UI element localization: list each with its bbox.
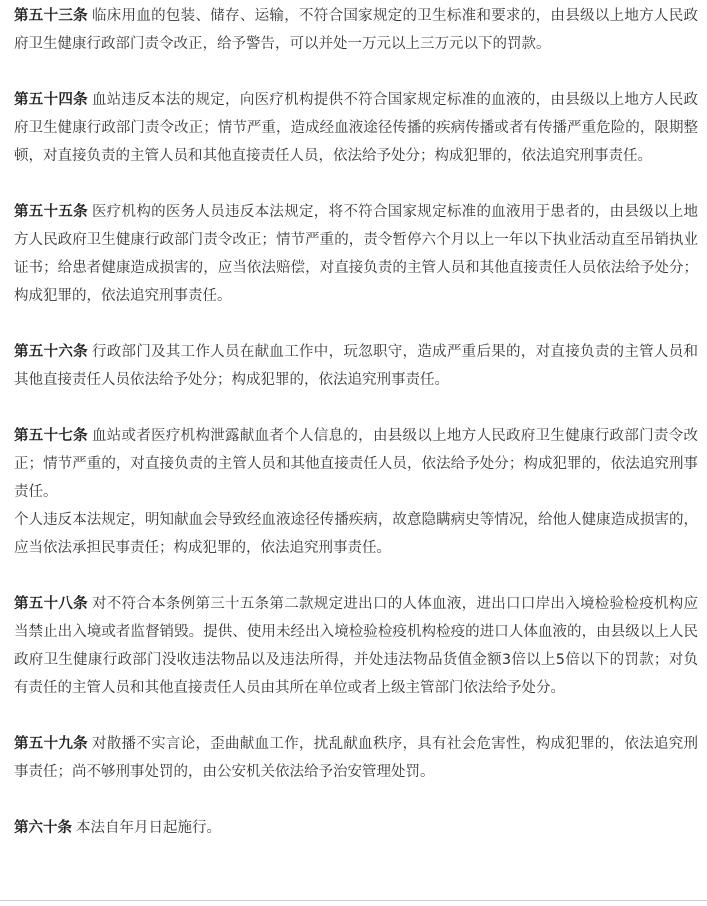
article-text: 行政部门及其工作人员在献血工作中，玩忽职守，造成严重后果的，对直接负责的主管人员和其他直接责任人员依法给予处分；构成犯罪的，依法追究刑事责任。 bbox=[14, 344, 699, 388]
article-number: 第六十条 bbox=[14, 820, 72, 836]
article-number: 第五十九条 bbox=[14, 736, 88, 752]
article-58 bbox=[14, 590, 698, 702]
article-55 bbox=[14, 198, 698, 310]
article-text: 血站违反本法的规定，向医疗机构提供不符合国家规定标准的血液的，由县级以上地方人民政府卫生健康行政部门责令改正；情节严重，造成经血液途径传播的疾病传播或者有传播严重危险的，限期整顿，对直接负责的主管人员和其他直接责任人员，依法给予处分；构成犯罪的，依法追究刑事责任。 bbox=[14, 92, 699, 164]
paragraph-gap bbox=[14, 702, 698, 730]
article-56 bbox=[14, 338, 698, 394]
article-number: 第五十七条 bbox=[14, 428, 88, 444]
article-text: 临床用血的包装、储存、运输，不符合国家规定的卫生标准和要求的，由县级以上地方人民政府卫生健康行政部门责令改正，给予警告，可以并处一万元以上三万元以下的罚款。 bbox=[14, 8, 699, 52]
article-number: 第五十六条 bbox=[14, 344, 88, 360]
paragraph-gap bbox=[14, 394, 698, 422]
article-59 bbox=[14, 730, 698, 786]
paragraph-gap bbox=[14, 786, 698, 814]
article-number: 第五十四条 bbox=[14, 92, 88, 108]
article-text: 对散播不实言论，歪曲献血工作，扰乱献血秩序，具有社会危害性，构成犯罪的，依法追究刑事责任；尚不够刑事处罚的，由公安机关依法给予治安管理处罚。 bbox=[14, 736, 699, 780]
law-document bbox=[14, 0, 698, 842]
article-53 bbox=[14, 2, 698, 58]
article-text: 对不符合本条例第三十五条第二款规定进出口的人体血液，进出口口岸出入境检验检疫机构应当禁止出入境或者监督销毁。提供、使用未经出入境检验检疫机构检疫的进口人体血液的，由县级以上人民政府卫生健康行政部门没收违法物品以及违法所得，并处违法物品货值金额3倍以上5倍以下的罚款；对负有责任的主管人员和其他直接责任人员由其所在单位或者上级主管部门依法给予处分。 bbox=[14, 596, 699, 696]
article-57-paragraph-2 bbox=[14, 506, 698, 562]
paragraph-gap bbox=[14, 562, 698, 590]
article-60 bbox=[14, 814, 698, 842]
paragraph-gap bbox=[14, 58, 698, 86]
article-text: 本法自年月日起施行。 bbox=[76, 820, 221, 836]
article-57 bbox=[14, 422, 698, 506]
article-number: 第五十八条 bbox=[14, 596, 88, 612]
article-text: 医疗机构的医务人员违反本法规定，将不符合国家规定标准的血液用于患者的，由县级以上地方人民政府卫生健康行政部门责令改正；情节严重的，责令暂停六个月以上一年以下执业活动直至吊销执业证书；给患者健康造成损害的，应当依法赔偿，对直接负责的主管人员和其他直接责任人员依法给予处分；构成犯罪的，依法追究刑事责任。 bbox=[14, 204, 699, 304]
article-text: 个人违反本法规定，明知献血会导致经血液途径传播疾病，故意隐瞒病史等情况，给他人健康造成损害的，应当依法承担民事责任；构成犯罪的，依法追究刑事责任。 bbox=[14, 512, 698, 556]
paragraph-gap bbox=[14, 170, 698, 198]
article-54 bbox=[14, 86, 698, 170]
bottom-divider bbox=[0, 900, 707, 901]
article-text: 血站或者医疗机构泄露献血者个人信息的，由县级以上地方人民政府卫生健康行政部门责令改正；情节严重的，对直接负责的主管人员和其他直接责任人员，依法给予处分；构成犯罪的，依法追究刑事责任。 bbox=[14, 428, 699, 500]
article-number: 第五十三条 bbox=[14, 8, 88, 24]
paragraph-gap bbox=[14, 310, 698, 338]
article-number: 第五十五条 bbox=[14, 204, 88, 220]
